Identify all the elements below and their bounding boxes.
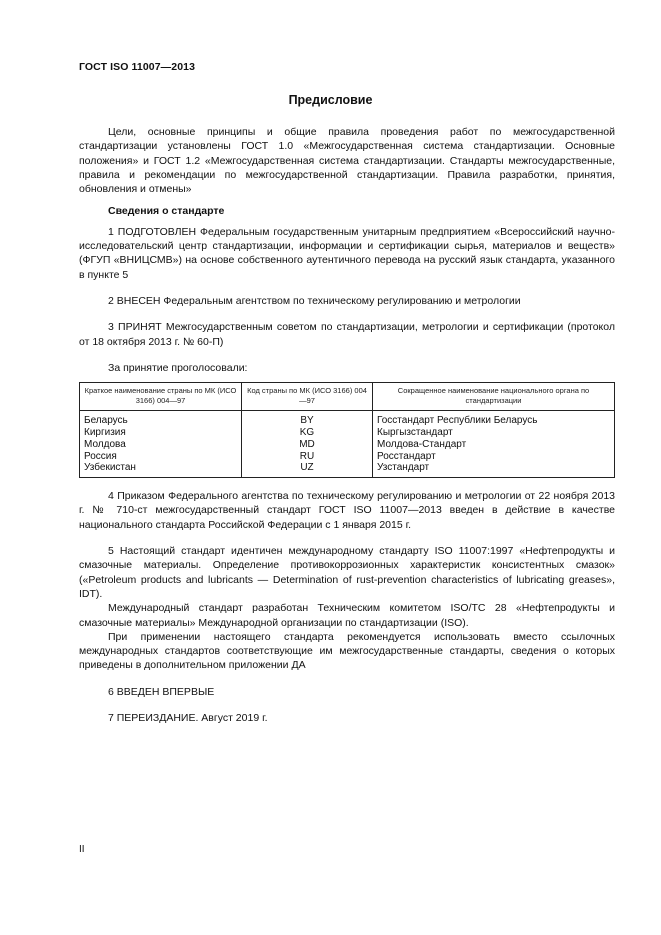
preface-body	[79, 125, 615, 725]
country-code-cell: RU	[242, 451, 373, 463]
table-row	[80, 439, 615, 451]
table-row	[80, 411, 615, 427]
header-country-name: Краткое наименование страны по МК (ИСО 3166) 004—97	[80, 383, 242, 411]
national-body-cell: Узстандарт	[373, 462, 615, 477]
header-national-body: Сокращенное наименование национального органа по стандартизации	[373, 383, 615, 411]
page-number: II	[79, 844, 85, 855]
item-3-adopted: 3 ПРИНЯТ Межгосударственным советом по стандартизации, метрологии и сертификации (протокол от 18 октября 2013 г. № 60-П)	[79, 321, 615, 348]
country-code-cell: BY	[242, 411, 373, 427]
preface-title: Предисловие	[288, 93, 373, 107]
table-row	[80, 451, 615, 463]
country-name-cell: Беларусь	[80, 411, 242, 427]
country-code-cell: KG	[242, 427, 373, 439]
item-5-developed-by: Международный стандарт разработан Техническим комитетом ISO/TC 28 «Нефтепродукты и смазочные материалы» Международной организации по стандартизации (ISO).	[79, 602, 615, 629]
item-6-first-introduced: 6 ВВЕДЕН ВПЕРВЫЕ	[108, 685, 215, 698]
voting-table-header-row	[80, 383, 615, 411]
national-body-cell: Росстандарт	[373, 451, 615, 463]
table-row	[80, 427, 615, 439]
item-1-prepared: 1 ПОДГОТОВЛЕН Федеральным государственным унитарным предприятием «Всероссийский научно-исследовательский центр стандартизации, информации и сертификации сырья, материалов и веществ» (ФГУП «ВНИЦСМВ») на основе собственного аутентичного перевода на русский язык стандарта, указанного в пункте 5	[79, 225, 615, 281]
country-name-cell: Молдова	[80, 439, 242, 451]
country-name-cell: Россия	[80, 451, 242, 463]
national-body-cell: Молдова-Стандарт	[373, 439, 615, 451]
national-body-cell: Кыргызстандарт	[373, 427, 615, 439]
header-country-code: Код страны по МК (ИСО 3166) 004—97	[242, 383, 373, 411]
vote-intro: За принятие проголосовали:	[108, 361, 248, 374]
national-body-cell: Госстандарт Республики Беларусь	[373, 411, 615, 427]
country-name-cell: Узбекистан	[80, 462, 242, 477]
standard-info-subtitle: Сведения о стандарте	[108, 205, 225, 218]
intro-paragraph: Цели, основные принципы и общие правила проведения работ по межгосударственной стандартизации установлены ГОСТ 1.0 «Межгосударственная система стандартизации. Основные положения» и ГОСТ 1.2 «Межгосударственная система стандартизации. Стандарты межгосударственные, правила и рекомендации по межгосударственной стандартизации. Правила разработки, принятия, обновления и отмены»	[79, 126, 615, 196]
country-code-cell: UZ	[242, 462, 373, 477]
country-code-cell: MD	[242, 439, 373, 451]
item-4-order: 4 Приказом Федерального агентства по техническому регулированию и метрологии от 22 ноября 2013 г. № 710-ст межгосударственный стандарт ГОСТ ISO 11007—2013 введен в действие в качестве национального стандарта Российской Федерации с 1 января 2015 г.	[79, 490, 615, 531]
country-name-cell: Киргизия	[80, 427, 242, 439]
item-5-identical: 5 Настоящий стандарт идентичен международному стандарту ISO 11007:1997 «Нефтепродукты и смазочные материалы. Определение противокоррозионных характеристик консистентных смазок» («Petroleum products and lubricants — Determination of rust-prevention characteristics of lubricating greases», IDT).	[79, 545, 615, 600]
document-id-header: ГОСТ ISO 11007—2013	[79, 61, 196, 73]
item-2-introduced: 2 ВНЕСЕН Федеральным агентством по техническому регулированию и метрологии	[108, 294, 521, 307]
item-5-application-note: При применении настоящего стандарта рекомендуется использовать вместо ссылочных международных стандартов соответствующие им межгосударственные стандарты, сведения о которых приведены в дополнительном приложении ДА	[79, 630, 615, 672]
table-row	[80, 462, 615, 477]
item-7-reissue: 7 ПЕРЕИЗДАНИЕ. Август 2019 г.	[108, 712, 268, 724]
voting-table	[79, 382, 615, 478]
